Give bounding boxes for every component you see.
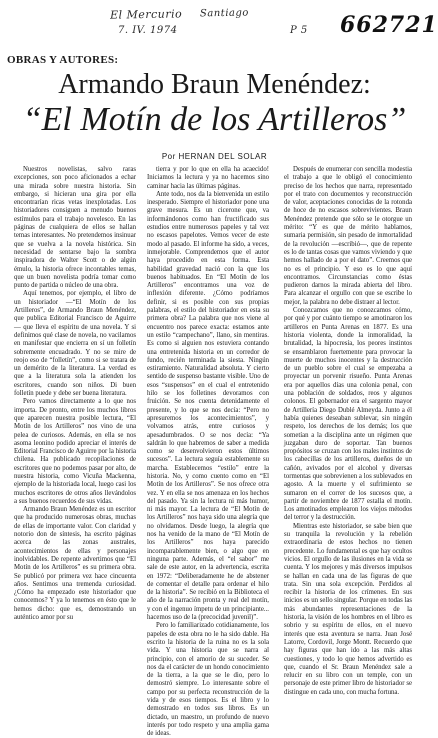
paragraph: Armando Braun Menéndez es un escritor que ha producido numerosas obras, muchas de ellas de importante valor. Con claridad y notorio don de síntesis, ha escrito páginas acerca de las zonas australes, acontecimientos de ellas y personajes inolvidables. De repente advertimos que “El Motín de los Artilleros” es su primera obra. Se publicó por primera vez hace cincuenta años. Sentimos una tremenda curiosidad. ¿Cómo ha empezado este historiador que conocemos? Y ya lo tenemos en ésto que le hemos dicho: que es, demostrando un auténtico amor por su <box>14 506 136 622</box>
paragraph: Nuestros novelistas, salvo raras excepciones, son poco aficionados a echar una mirada sobre nuestra historia. Sin embargo, si hicieran una gira por ella encontrarían ricas vetas inexplotadas. Los historiadores consiguen a menudo buenos estímulos para el trabajo novelesco. En las páginas de cualquiera de ellos se hallan temas interesantes. No pretendemos insinuar que se vuelva a la novela histórica. Sin necesidad de sentarse bajo la sombra inspiradora de Walter Scott o de algún émulo, la historia ofrece incontables temas, que un buen novelista podría tomar como punto de partida o núcleo de una obra. <box>14 166 136 290</box>
handwritten-city: Santiago <box>199 7 249 20</box>
section-label: OBRAS Y AUTORES: <box>7 54 119 66</box>
paragraph: Aquí tenemos, por ejemplo, el libro de un historiador —“El Motín de los Artilleros”, de Armando Braun Menéndez, que publica Editorial Francisco de Aguirre— que lleva el espíritu de una novela. Y si definimos qué clase de novela, no vacilamos en manifestar que encierra en sí un folletín sobremente encuadrado. Y no se mire de reojo eso de “folletín”, como si se tratara de un demérito de la literatura. La verdad es que a la literatura sola la atienden los escritores, cuando son niños. Di buen folletín puede y debe ser buena literatura. <box>14 290 136 398</box>
byline: Por HERNAN DEL SOLAR <box>161 152 268 161</box>
article-title-line-2: “El Motín de los Artilleros” <box>22 101 407 138</box>
paragraph: Pero vamos directamente a lo que nos importa. De pronto, entre los muchos libros que aparecen nuestra posible lectura, “El Motín de los Artilleros” nos vino de una pelea de curiosos. Además, en ella se nos asoma leonino podido apreciar el interés de Editorial Francisco de Aguirre por la historia chilena. Ha publicado recopilaciones de escritores que no podemos pasar por alto, de nuestra historia, como Vicuña Mackenna, ejemplo de la historiada local, luego casi los muchos escritores de otros años llevándolos a sus buenos recuerdos de sus vidas. <box>14 398 136 505</box>
article-title-line-1: Armando Braun Menéndez: <box>58 69 371 100</box>
paragraph: Pero lo familiarizado cotidianamente, los papeles de esta obra no le ha sido dable. Ha escrito la historia de la ruina no es la sola vida. Y una historia que se narra al principio, con el amorío de su suceder. Se nos da el carácter de un hondo conocimiento de la tierra, a la que se le dio, pero lo demostró siempre. Lo interesante sobre el campo por su perfecta reconstrucción de la vida y de esos tiempos. Es el libro y lo demostrado en todos sus libros. Es un dictado, un maestro, un profundo de nuevo interés por todo respeto y una amplia gama de ideas. <box>147 622 269 738</box>
paragraph: Conozcamos que no conozcamos cómo, por qué y por cuánto tiempo se amotinaron los artilleros en Punta Arenas en 1877. Es una historia violenta, donde la inmoralidad, la brutalidad, la hipocresía, los peores instintos se ensamblaron fuertemente para provocar la muerte de muchos inocentes y la destrucción de un pueblo sobre el cual se empezaba a proyectar un porvenir risueño. Punta Arenas era por aquellos días una colonia penal, con una población de soldados, reos y algunos colonos. El gobernador era el sargento mayor de Artillería Diego Dublé Almeyda. Junto a él había quienes deseaban sublevar, sin ningún respeto, los derechos de los demás; los que sometían a la disciplina ante un régimen que juzgaban duro de soportar. Tan buenos propósitos se cruzan con los males instintos de los cabecillas de los artilleros, dueños de un cañón, avivados por el alcohol y diversas tormentas que sobrevienen a los sublevados en agosto. A la muerte y el sufrimiento se sumaron en el correr de los sucesos que, a partir de noviembre de 1877 estalla el motín. Los amotinados emplearon los viejos métodos del terror y la destrucción. <box>284 307 412 522</box>
text-column-3 <box>284 166 412 696</box>
handwritten-date: 7. IV. 1974 <box>118 25 178 36</box>
paragraph: Mientras este historiador, se sabe bien que su tranquila la revolución y la rebelión extraordinaria de estos hechos no tienen precedente. Lo fundamental es que hay ocultos vicios. El orgullo de las ilusiones en la vida se cuenta. Y los mejores y más diversos impulsos se hallan en cada una de las figuras de que trata. Sin una sola excepción. Perdidos al recibir la historia de los crímenes. En sus inicios es un sello singular. Porque en todas las más abundantes representaciones de la historia, la visión de los hombres en el libro es sobrio y su espíritu de ellos, en el nuevo interés que esta aventura se narra. Juan José Latorre, Cordovil, Jorge Montt. Recuerdo que hay figuras que han ido a las más altas cuestiones, y todo lo que hemos advertido es que, cuando el Sr. Braun Menéndez sale a relucir en su libro con un temple, con un personaje de este primer libro de historiador se distingue en cada uno, con mucha fortuna. <box>284 522 412 696</box>
handwritten-page: P 5 <box>290 25 308 36</box>
paragraph: Después de enumerar con sencilla modestia el trabajo a que le obligó el conocimiento preciso de los hechos que narra, representado por el trato con documentos y reconstrucción de valor, aceptaciones conocidas de la rotonda de hoce de no escasos sobrevivientes. Braun Menéndez pretende que sólo se le otorgue un mérito: “Y es que de mérito hablamos, sumaria permisión, sin pesado de inmortalidad de la revolución —escribió—, que de repente es lo de tantas cosas que vamos viviendo y que hemos hallado de a por el dato”. Creemos que no es el principio. Y eso es lo que aquí encontramos. Circunstancias como éstas pudieron darnos la mirada abierta del libro. Para alcanzar el orgullo con que se escribe lo mejor, la palabra no debe distraer al lector. <box>284 166 412 306</box>
handwritten-publication: El Mercurio <box>109 7 183 22</box>
text-column-2 <box>147 166 269 738</box>
text-column-1 <box>14 166 136 622</box>
paragraph: Ante todo, nos da la bienvenida un estilo inesperado. Siempre el historiador pone una grave mesura. Es un cicerone que, va informándonos como han fructificado sus estudios entre numerosos papeles y tal vez no escasos papelotes. Vemos vecer de este modo al pasado. El informe ha sido, a veces, inmejorable. Comprendemos que el autor haya procedido en esta forma. Esta habilidad gravedad nació con la que los buenos habituados. En “El Motín de los Artilleros” encontramos una voz de inflexión diferente. ¿Cómo podríamos definir, si es posible con sus propias palabras, el estilo del historiador en esta su primera obra? La palabra que nos viene al encuentro nos parece exacta: estamos ante un estilo “campechano”, llano, sin mentiras. Es como si alguien nos estuviera contando una entretenida historia en un corredor de fundo, recién terminada la siesta. Ningún estiramiento. Naturalidad absoluta. Y cierto sentido de suspenso bastante visible. Uno de esos “suspensos” en el cual el entretenido hilo se los folletines devoramos con fruición. Se nos cuenta detenidamente el presente, y lo que se nos decía: “Pero no apresuremos los acontecimientos”, y volvamos atrás, entre curiosos y apesadumbrados. O se nos decía: “Ya saldrán lo que habremos de saber a medida como se desenvolvieron estos últimos sucesos”. La lectura seguía establemente su marcha. Establecemos “estilo” entre la historia. No, y como cuento como en “El Motín de los Artilleros”. Se nos ofrece otra vez. Y en ella se nos amenaza en los hechos del pasado. Ya sin la lectura ni más humor, ni más mayor. La lectura de “El Motín de los Artilleros” nos haya sido una alegría que no olvidamos. Desde luego, la alegría que nos ha venido de la mano de “El Motín de los Artilleros” nos haya parecido incomparablemente bien, o algo que en ninguna parte. Además, el “el sabor” me sale de este autor, en la advertencia, escrita en 1972: “Deliberadamente he de abstener de comentar el detalle para ordenar el hilo de la historia”. Se recibió en la Biblioteca el año de la narración pronta y real del motín, y con el ingenuo ímpetu de un principiante... hacemos uso de la (precocidad juvenil)”. <box>147 190 269 622</box>
paragraph: tierra y por lo que en ella ha acaecido! Iniciamos la lectura y ya no hacemos sino caminar hacia las últimas páginas. <box>147 166 269 190</box>
handwritten-id-number: 662721 <box>340 12 438 38</box>
